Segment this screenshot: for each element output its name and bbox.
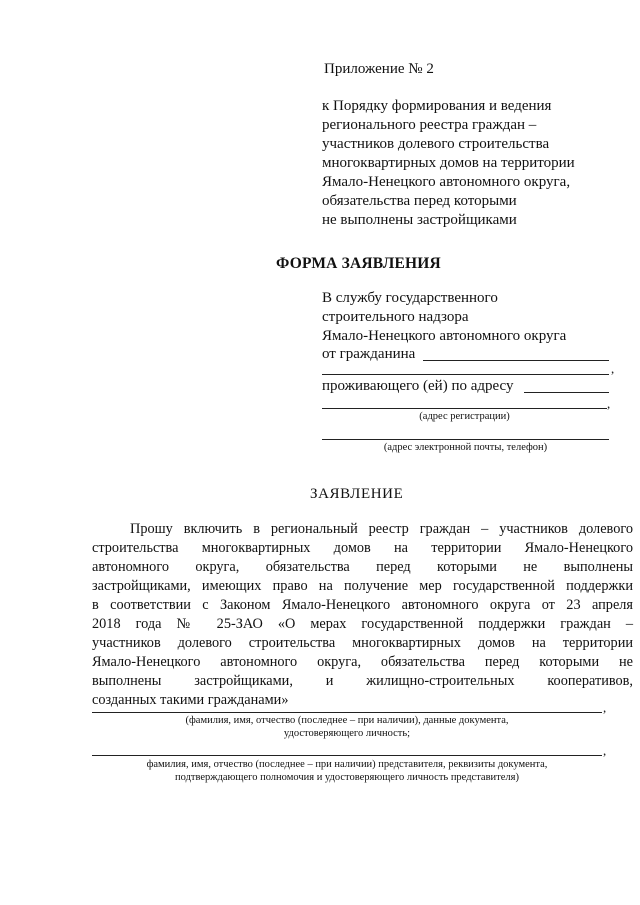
citizen-name-field[interactable]	[423, 360, 609, 361]
statement-line: строительства многоквартирных домов на территории Ямало-Ненецкого	[92, 540, 633, 556]
comma: ,	[603, 700, 607, 715]
form-title: ФОРМА ЗАЯВЛЕНИЯ	[276, 255, 441, 272]
appendix-line: многоквартирных домов на территории	[322, 155, 575, 171]
statement-line: застройщиками, имеющих право на получение мер государственной поддержки	[92, 578, 633, 594]
contacts-caption: (адрес электронной почты, телефон)	[383, 442, 548, 453]
comma: ,	[603, 743, 607, 758]
appendix-line: обязательства перед которыми	[322, 193, 517, 209]
appendix-line: регионального реестра граждан –	[322, 117, 537, 133]
applicant-details-field[interactable]	[92, 712, 602, 713]
comma: ,	[611, 361, 615, 376]
statement-line: созданных такими гражданами»	[92, 692, 289, 708]
statement-line: в соответствии с Законом Ямало-Ненецкого автономного округа от 23 апреля	[92, 597, 633, 613]
applicant-caption-line-2: удостоверяющего личность;	[283, 728, 411, 739]
appendix-line: не выполнены застройщиками	[322, 212, 517, 228]
citizen-name-field-continued[interactable]	[322, 374, 609, 375]
statement-line: автономного округа, обязательства перед которыми не выполнены	[92, 559, 633, 575]
residing-label: проживающего (ей) по адресу	[322, 378, 514, 394]
statement-title: ЗАЯВЛЕНИЕ	[310, 486, 404, 502]
addressee-line-3: Ямало-Ненецкого автономного округа	[322, 328, 567, 344]
appendix-reference	[322, 97, 622, 230]
comma: ,	[607, 396, 611, 411]
appendix-title: Приложение № 2	[324, 61, 434, 77]
statement-line: Прошу включить в региональный реестр граждан – участников долевого	[130, 521, 633, 537]
address-field-continued[interactable]	[322, 408, 607, 409]
representative-caption-line-1: фамилия, имя, отчество (последнее – при наличии) представителя, реквизиты документа,	[146, 759, 548, 770]
address-caption: (адрес регистрации)	[419, 411, 510, 422]
statement-line: участников долевого строительства многоквартирных домов на территории	[92, 635, 633, 651]
appendix-line: Ямало-Ненецкого автономного округа,	[322, 174, 571, 190]
statement-line: выполнены застройщиками, и жилищно-строительных кооперативов,	[92, 673, 633, 689]
applicant-caption-line-1: (фамилия, имя, отчество (последнее – при наличии), данные документа,	[185, 715, 509, 726]
representative-caption-line-2: подтверждающего полномочия и удостоверяющего личность представителя)	[175, 772, 519, 783]
contacts-field[interactable]	[322, 439, 609, 440]
appendix-line: участников долевого строительства	[322, 136, 550, 152]
statement-line: Ямало-Ненецкого автономного округа, обязательства перед которыми не	[92, 654, 633, 670]
appendix-line: к Порядку формирования и ведения	[322, 98, 552, 114]
representative-details-field[interactable]	[92, 755, 602, 756]
addressee-line-2: строительного надзора	[322, 309, 469, 325]
address-field[interactable]	[524, 392, 609, 393]
statement-line: 2018 года № 25-ЗАО «О мерах государственной поддержки граждан –	[92, 616, 633, 632]
from-citizen-label: от гражданина	[322, 346, 416, 362]
statement-text	[92, 520, 633, 710]
addressee-line-1: В службу государственного	[322, 290, 498, 306]
